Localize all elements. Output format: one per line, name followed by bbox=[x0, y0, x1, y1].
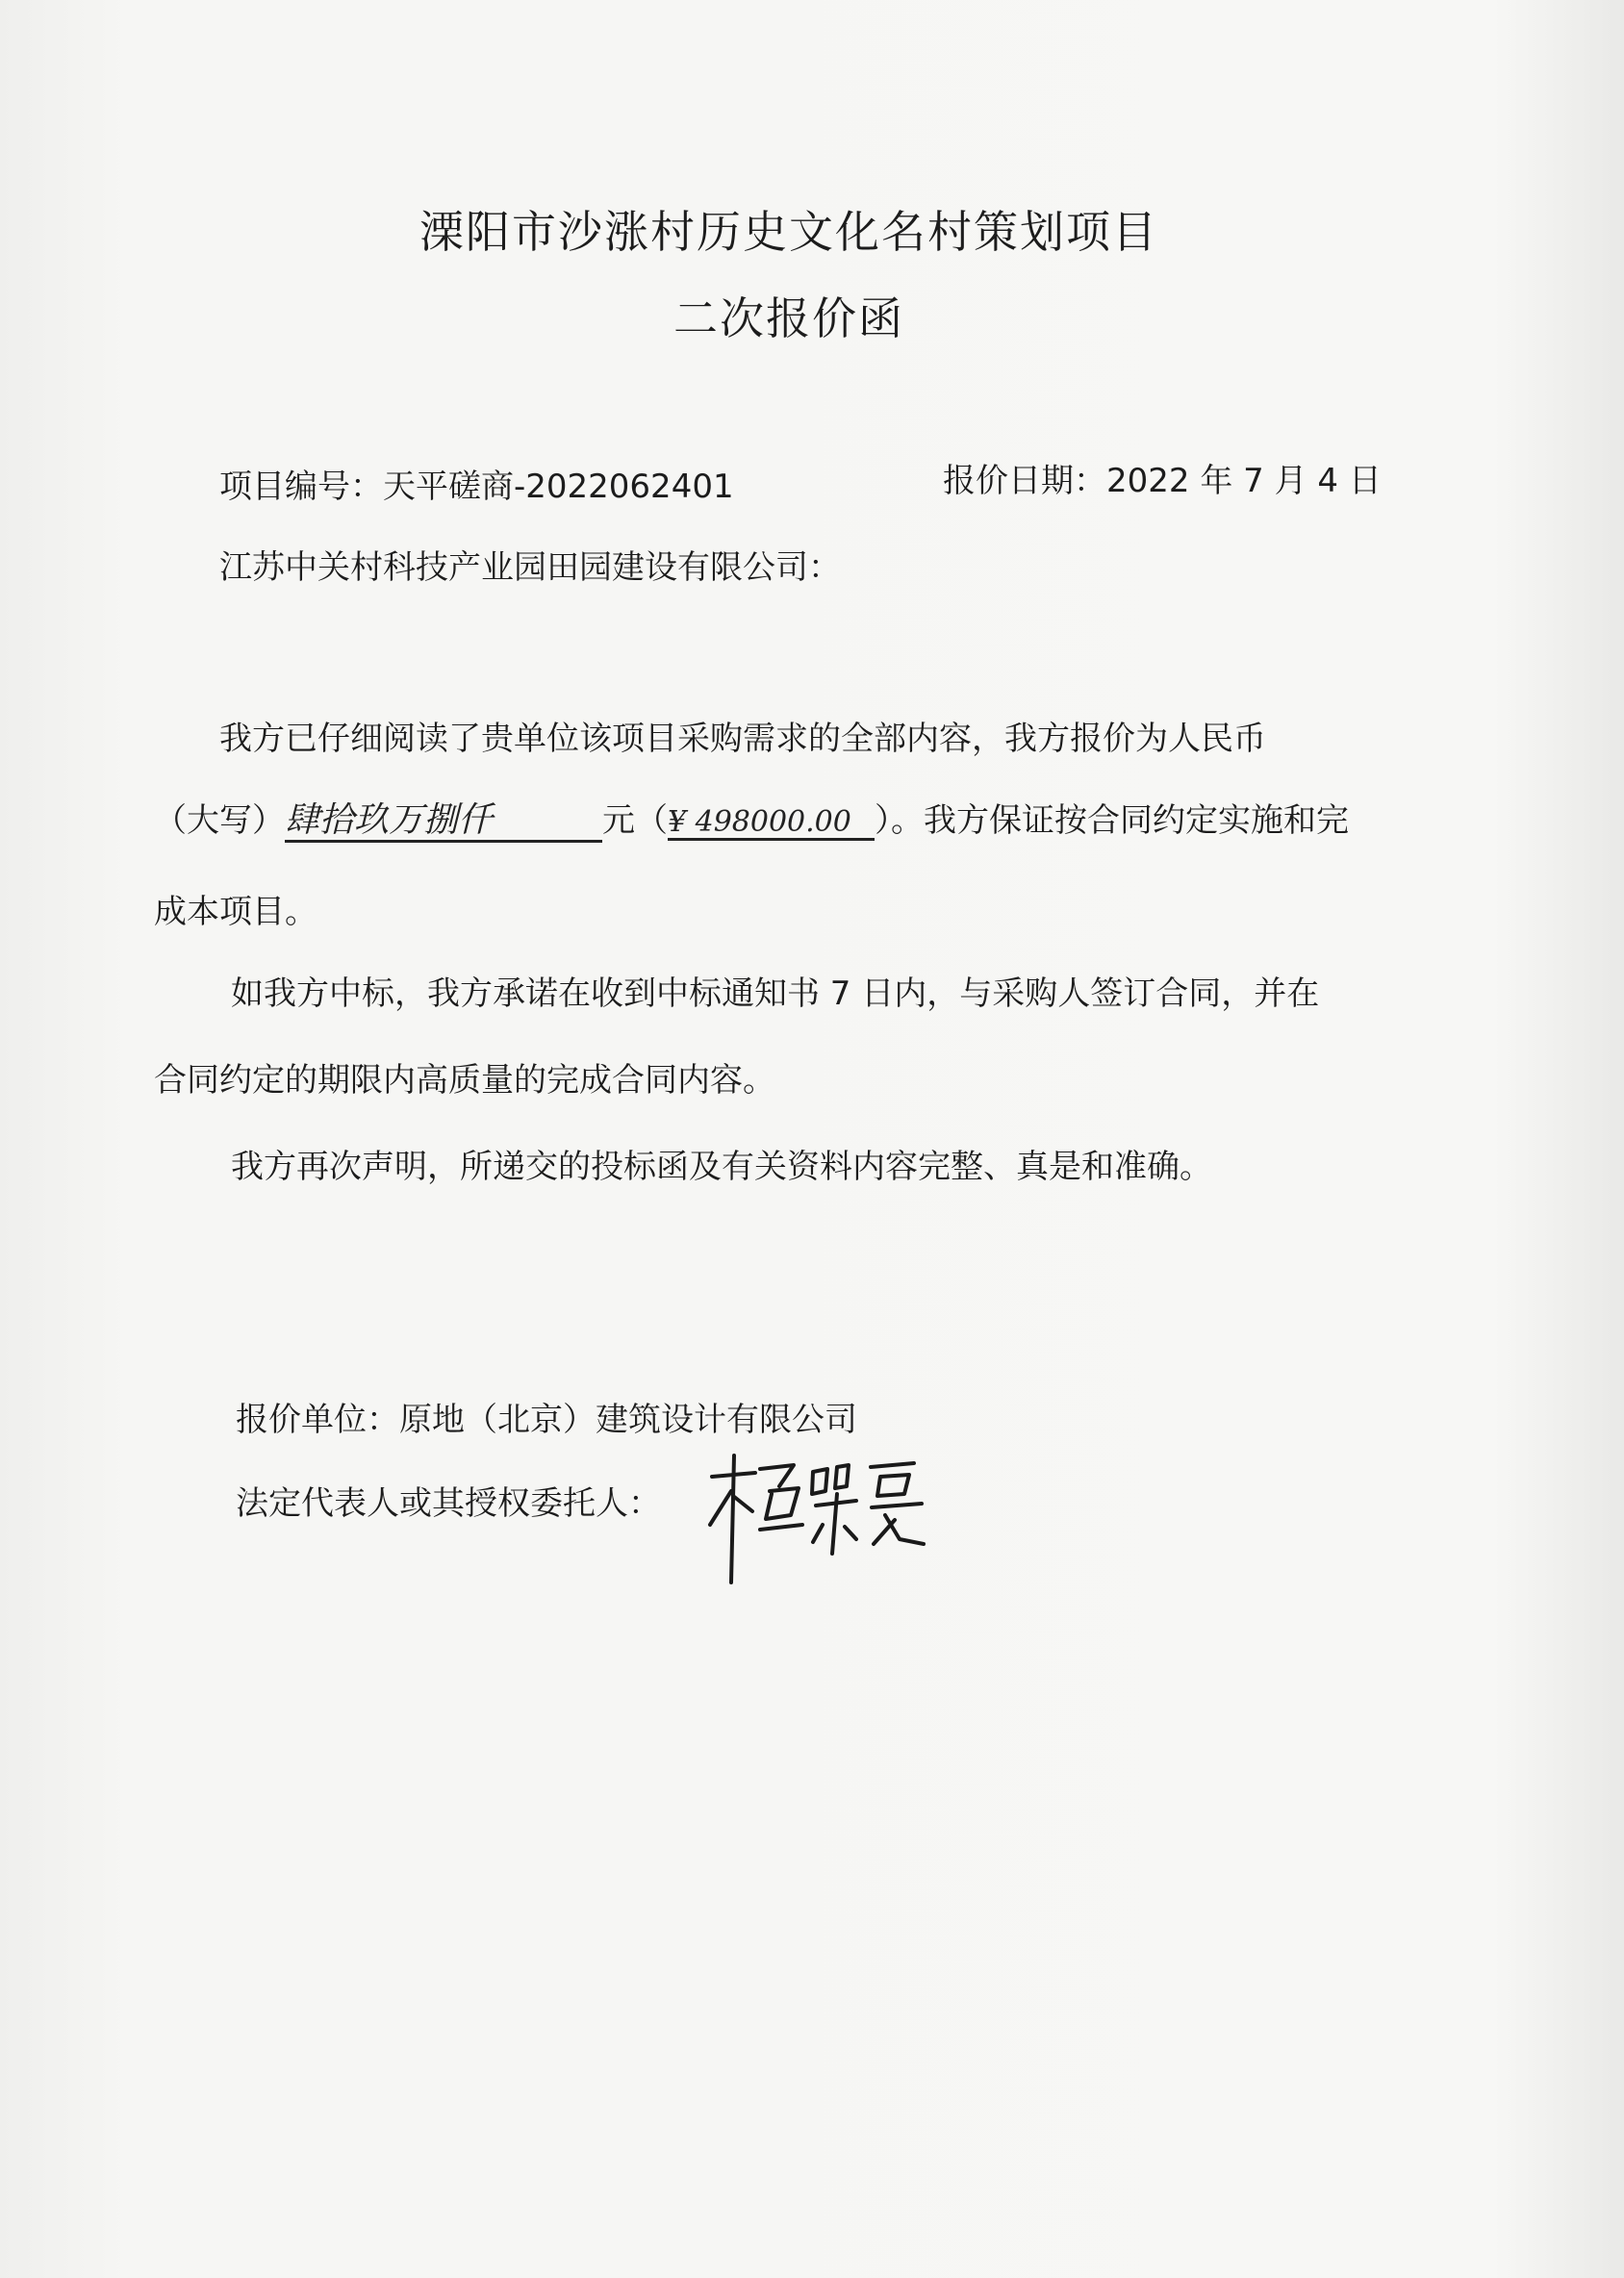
representative-label: 法定代表人或其授权委托人： bbox=[236, 1484, 661, 1523]
project-number-value: 天平磋商-2022062401 bbox=[383, 468, 734, 506]
quote-date bbox=[943, 454, 1382, 501]
quote-date-label: 报价日期： bbox=[943, 462, 1106, 500]
bidder-label: 报价单位： bbox=[236, 1401, 399, 1439]
paragraph-2-line-1: 如我方中标，我方承诺在收到中标通知书 7 日内，与采购人签订合同，并在 bbox=[231, 974, 1320, 1013]
project-number bbox=[219, 460, 734, 507]
document-title: 溧阳市沙涨村历史文化名村策划项目 bbox=[419, 206, 1158, 258]
bidder-name: 原地（北京）建筑设计有限公司 bbox=[399, 1401, 857, 1439]
paragraph-1-line-2-tail: ）。我方保证按合同约定实施和完 bbox=[875, 801, 1349, 840]
paragraph-3: 我方再次声明，所递交的投标函及有关资料内容完整、真是和准确。 bbox=[231, 1148, 1212, 1186]
bidder bbox=[236, 1393, 857, 1440]
addressee: 江苏中关村科技产业园田园建设有限公司： bbox=[219, 548, 841, 587]
amount-in-words-handwritten: 肆拾玖万捌仟 bbox=[285, 801, 602, 843]
quote-date-value: 2022 年 7 月 4 日 bbox=[1106, 462, 1382, 500]
yuan-label: 元（ bbox=[602, 801, 668, 840]
paragraph-2-line-2: 合同约定的期限内高质量的完成合同内容。 bbox=[154, 1061, 775, 1100]
paragraph-1-line-1: 我方已仔细阅读了贵单位该项目采购需求的全部内容，我方报价为人民币 bbox=[219, 720, 1266, 758]
amount-in-figures-handwritten: ¥ 498000.00 bbox=[668, 806, 875, 841]
document-subtitle: 二次报价函 bbox=[673, 292, 904, 344]
project-number-label: 项目编号： bbox=[219, 468, 383, 506]
daxie-label: （大写） bbox=[154, 801, 285, 840]
paragraph-1-line-2 bbox=[154, 794, 1349, 843]
paragraph-1-line-3: 成本项目。 bbox=[154, 893, 317, 931]
handwritten-signature bbox=[702, 1448, 933, 1587]
